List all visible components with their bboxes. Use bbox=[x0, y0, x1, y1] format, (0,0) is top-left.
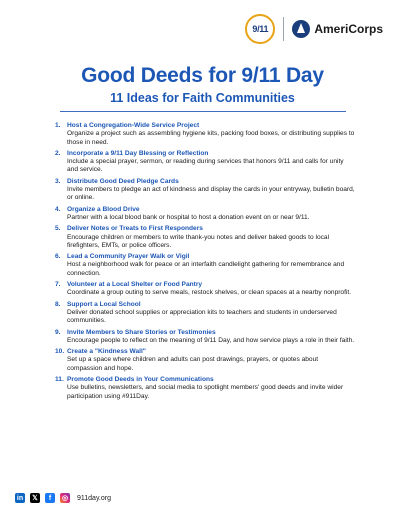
item-title: Organize a Blood Drive bbox=[67, 205, 140, 213]
item-number: 5. bbox=[55, 225, 61, 233]
title-divider bbox=[60, 111, 346, 112]
ideas-list bbox=[55, 122, 355, 404]
item-title: Support a Local School bbox=[67, 300, 141, 308]
footer-url[interactable]: 911day.org bbox=[77, 494, 111, 502]
item-title: Volunteer at a Local Shelter or Food Pantry bbox=[67, 281, 203, 289]
item-title: Lead a Community Prayer Walk or Vigil bbox=[67, 253, 190, 261]
list-item bbox=[55, 253, 355, 278]
list-item bbox=[55, 376, 355, 401]
item-description: Set up a space where children and adults can post drawings, prayers, or quotes about compassion and hope. bbox=[67, 356, 319, 372]
item-description: Host a neighborhood walk for peace or an interfaith candlelight gathering for remembrance and connection. bbox=[67, 261, 345, 277]
911-day-logo: 9/11 bbox=[245, 14, 275, 44]
item-number: 7. bbox=[55, 281, 61, 289]
list-item bbox=[55, 225, 355, 250]
item-number: 8. bbox=[55, 300, 61, 308]
list-item bbox=[55, 301, 355, 326]
list-item bbox=[55, 348, 355, 373]
americorps-logo-text: AmeriCorps bbox=[314, 22, 383, 36]
list-item bbox=[55, 329, 355, 346]
item-description: Coordinate a group outing to serve meals, restock shelves, or clean spaces at a nearby nonprofit. bbox=[67, 289, 352, 297]
item-title: Deliver Notes or Treats to First Responders bbox=[67, 225, 203, 233]
page-title: Good Deeds for 9/11 Day bbox=[81, 64, 324, 87]
header-logos bbox=[245, 14, 383, 44]
logo-divider bbox=[283, 17, 284, 41]
list-item bbox=[55, 178, 355, 203]
item-description: Partner with a local blood bank or hospital to host a donation event on or near 9/11. bbox=[67, 213, 310, 221]
item-title: Incorporate a 9/11 Day Blessing or Reflection bbox=[67, 149, 209, 157]
list-item bbox=[55, 122, 355, 147]
item-description: Encourage people to reflect on the meaning of 9/11 Day, and how service plays a role in their faith. bbox=[67, 336, 355, 344]
item-number: 4. bbox=[55, 205, 61, 213]
item-title: Host a Congregation-Wide Service Project bbox=[67, 122, 200, 129]
item-number: 3. bbox=[55, 177, 61, 185]
item-number: 6. bbox=[55, 253, 61, 261]
list-item bbox=[55, 281, 355, 298]
x-icon[interactable]: 𝕏 bbox=[30, 493, 40, 503]
item-description: Use bulletins, newsletters, and social media to spotlight members' good deeds and invite wider participation using #911Day. bbox=[67, 384, 344, 400]
americorps-icon bbox=[292, 20, 310, 38]
item-title: Promote Good Deeds in Your Communications bbox=[67, 376, 214, 384]
instagram-icon[interactable]: ◎ bbox=[61, 495, 69, 502]
item-number: 2. bbox=[55, 149, 61, 157]
item-title: Create a "Kindness Wall" bbox=[67, 348, 146, 356]
list-item bbox=[55, 150, 355, 175]
list-item bbox=[55, 206, 355, 223]
footer bbox=[15, 493, 111, 503]
linkedin-icon[interactable]: in bbox=[16, 494, 24, 502]
item-number: 10. bbox=[55, 348, 65, 356]
item-title: Invite Members to Share Stories or Testimonies bbox=[67, 328, 216, 336]
page-subtitle: 11 Ideas for Faith Communities bbox=[110, 91, 295, 105]
facebook-icon[interactable]: f bbox=[45, 493, 55, 503]
item-description: Encourage children or members to write thank-you notes and deliver baked goods to local firefighters, EMTs, or police officers. bbox=[67, 233, 330, 249]
item-number: 9. bbox=[55, 328, 61, 336]
item-description: Include a special prayer, sermon, or reading during services that honors 9/11 and calls for unity and service. bbox=[67, 158, 344, 174]
item-number: 11. bbox=[55, 376, 64, 384]
item-description: Organize a project such as assembling hygiene kits, packing food boxes, or distributing supplies to those in need. bbox=[67, 130, 355, 146]
item-description: Deliver donated school supplies or appreciation kits to teachers and students in underserved communities. bbox=[67, 308, 337, 325]
item-number: 1. bbox=[55, 122, 61, 129]
item-description: Invite members to pledge an act of kindness and display the cards in your entryway, bulletin board, or online. bbox=[67, 186, 355, 202]
item-title: Distribute Good Deed Pledge Cards bbox=[67, 177, 179, 185]
